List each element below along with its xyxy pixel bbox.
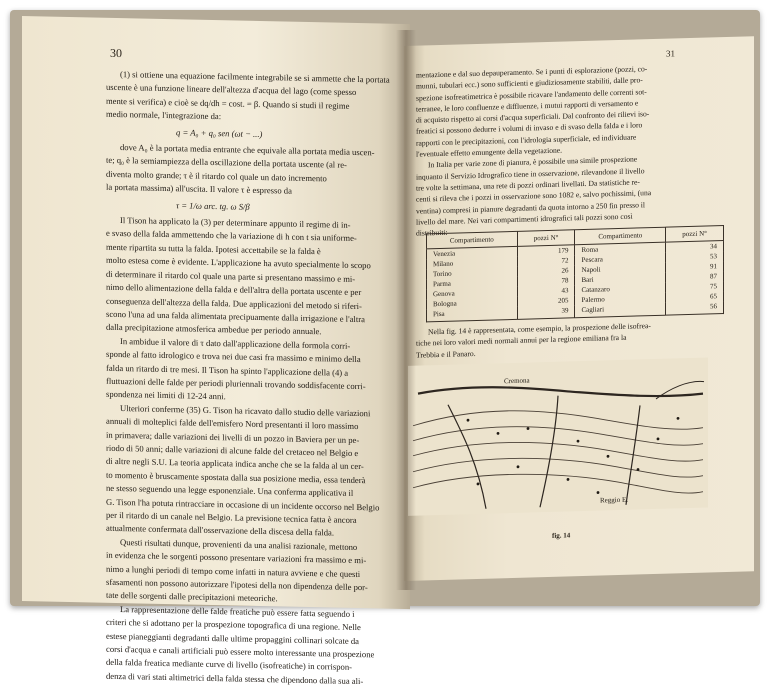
table-cell: 65 [710, 292, 717, 301]
text-line: scono l'una ad una falda alimentata precipuamente dalla irrigazione e l'altra [106, 308, 365, 325]
text-line: to momento è bruscamente spostata dalla sua posizione media, essa tenderà [106, 469, 366, 485]
map-label-cremona: Cremona [504, 376, 530, 386]
text-line: molto estesa come è evidente. L'applicazione ha avuto specialmente lo scopo [106, 255, 371, 271]
table-header-cell: Compartimento [575, 227, 666, 245]
text-line: τ = 1/ω arc. tg. ω S/β [176, 199, 250, 212]
table-cell: Pescara [575, 253, 666, 266]
table-header-cell: pozzi N° [517, 230, 575, 247]
right-page [404, 36, 754, 581]
table-cell: 43 [517, 285, 575, 297]
text-line: G. Tison l'ha potuta rintracciare in occasione di un incidente occorso nel Belgio [106, 496, 380, 513]
text-line: Ulteriori conferme (35) G. Tison ha ricavato dallo studio delle variazioni [120, 402, 371, 419]
map-background [408, 358, 708, 516]
text-line: spondenza nei limiti di 12-24 anni. [106, 389, 226, 402]
text-line: ne stesso seguendo una legge esponenziale. Una conferma applicativa il [106, 482, 354, 499]
text-line: attualmente confermata dall'osservazione della discesa della falda. [106, 523, 334, 538]
table-cell: 87 [710, 272, 717, 281]
text-line: criteri che si adottano per la prospezione topografica di una regione. Nelle [106, 617, 361, 633]
table-cell: Venezia [427, 246, 518, 259]
isophreatic-map-figure [408, 358, 708, 516]
text-line: dalla precipitazione atmosferica ambedue per periodo annuale. [106, 322, 322, 337]
text-line: (1) si ottiene una equazione facilmente integrabile se si ammette che la portata [120, 69, 390, 85]
spine-shadow [396, 30, 416, 590]
text-line: mente ripartita su tutta la falda. Ipotesi accettabile se la falda è [106, 241, 321, 257]
table-header-cell: Compartimento [427, 231, 518, 249]
text-line: della falda freatica mediante curve di livello (isofreatiche) in corrispon- [106, 657, 353, 673]
text-line: In ambidue il valore di τ dato dall'applicazione della formola corri- [120, 335, 351, 351]
left-page-number: 30 [110, 45, 122, 61]
text-line: In Italia per varie zone di pianura, è possibile una simile prospezione [428, 154, 638, 170]
text-line: e svaso della falda ammettendo che la variazione di h con t sia uniforme- [106, 228, 357, 244]
table-cell: Bologna [427, 297, 518, 310]
table-cell: Milano [427, 257, 518, 270]
table-cell: 91 [710, 262, 717, 271]
table-body [427, 241, 724, 322]
table-cell: 205 [517, 295, 575, 307]
text-line: livello del mare. Nei vari compartimenti idrografici tali pozzi sono così [416, 211, 633, 227]
text-line: Nella fig. 14 è rappresentata, come esempio, la prospezione delle isofrea- [428, 321, 651, 337]
text-line: di altre negli S.U. La teoria applicata indica anche che se la falda al un cer- [106, 456, 364, 472]
text-line: distribuiti: [416, 227, 448, 238]
text-line: tate delle sorgenti dalle precipitazioni meteoriche. [106, 590, 278, 604]
text-line: mentazione e dal suo depauperamento. Se i punti di esplorazione (pozzi, co- [416, 64, 648, 80]
text-line: mente si verifica) e cioè se dq/dh = cost. = β. Quando si studi il regime [106, 95, 350, 111]
map-label-reggio: Reggio E. [600, 495, 628, 505]
table-cell: 34 [710, 242, 717, 251]
text-line: tre volte la settimana, una rete di pozzi ordinari livellati. Da statistiche re- [416, 177, 640, 193]
text-line: medio normale, l'integrazione da: [106, 108, 222, 122]
text-line: la portata massima) all'uscita. Il valore τ è espresso da [106, 182, 292, 196]
text-line: nimo dello alimentazione della falda e dell'altra della portata uscente e per [106, 281, 362, 298]
text-line: freatici si possono dedurre i volumi di invaso e di svaso della falda e i loro [416, 120, 643, 137]
table-cell: Pisa [427, 307, 518, 322]
text-line: l'eventuale effetto emungente della vegetazione. [416, 145, 563, 159]
text-line: centi si rileva che i pozzi in osservazione sono 1082 e, salvo pochissimi, (una [416, 188, 652, 204]
text-line: tiche nei loro valori medi normali annui per la regione emiliana fra la [416, 333, 627, 348]
text-line: dove A₀ è la portata media entrante che equivale alla portata media uscen- [120, 142, 375, 158]
text-line: riodo di 50 anni; dalle variazioni di alcune falde del cretaceo nel Belgio e [106, 442, 359, 459]
text-line: sfasamenti non possono autorizzare l'ipotesi della non dipendenza delle por- [106, 576, 368, 593]
table-cell: 56 [710, 302, 717, 311]
text-line: di acquisto rispetto ai corsi d'acqua superficiali. Dal confronto dei rilievi iso- [416, 109, 650, 125]
text-line: falda un ritardo di tre mesi. Il Tison ha spinto l'applicazione della (4) a [106, 362, 349, 378]
table-cell: 78 [517, 275, 575, 287]
table-cell: Napoli [575, 263, 666, 276]
text-line: uscente è una funzione lineare dell'altezza d'acqua del lago (come spesso [106, 82, 357, 98]
table-cell: Torino [427, 267, 518, 280]
text-line: Questi risultati dunque, provenienti da una analisi razionale, mettono [120, 536, 358, 552]
table-cell: 72 [517, 255, 575, 267]
text-line: Trebbia e il Panaro. [416, 348, 476, 360]
text-line: denza di vari stati altimetrici della falda stessa che dipendono dalla sua ali- [106, 670, 364, 687]
text-line: munni, tubulari ecc.) sono sufficienti e giudiziosamente stabiliti, dalle pro- [416, 75, 643, 91]
text-line: La rappresentazione delle falde freatiche può essere fatta seguendo i [120, 603, 355, 619]
left-page [22, 16, 410, 687]
text-line: spezione isofreatimetrica è possibile ricavare l'andamento delle correnti sot- [416, 86, 647, 103]
table-cell: Genova [427, 287, 518, 300]
text-line: in primavera; dalle variazioni dei livelli di un pozzo in Baviera per un pe- [106, 429, 360, 445]
table-cell: Parma [427, 277, 518, 290]
left-page-body [106, 68, 396, 689]
text-line: corsi d'acqua e canali artificiali può essere molto interessante una prospezione [106, 643, 375, 660]
table-cell: Cagliari [575, 303, 666, 318]
table-header-cell: pozzi N° [666, 226, 724, 243]
table-cell: 26 [517, 265, 575, 277]
text-line: sponde al fatto idrologico e trova nei due casi fra massimo e minimo della [106, 348, 361, 365]
table-cell: Palermo [575, 293, 666, 306]
table-cell: Catanzaro [575, 283, 666, 296]
table-cell: 75 [710, 282, 717, 291]
table-cell: 53 [710, 252, 717, 261]
text-line: inquanto il Servizio Idrografico tiene in osservazione, rilevandone il livello [416, 165, 645, 182]
text-line: ventina) compresi in pianure degradanti da quota intorno a 250 fin presso il [416, 199, 646, 216]
text-line: te; q₀ è la semiampiezza della oscillazione della portata uscente (al re- [106, 155, 347, 171]
text-line: Il Tison ha applicato la (3) per determinare appunto il regime di in- [120, 215, 351, 230]
figure-caption: fig. 14 [552, 531, 571, 540]
wells-table [426, 225, 724, 322]
text-line: per il ritardo di un canale nel Belgio. La previsione tecnica fatta è ancora [106, 509, 357, 526]
right-page-number: 31 [666, 48, 675, 59]
table-cell: 39 [517, 305, 575, 319]
text-line: rapporti con le precipitazioni, con l'idrologia superficiale, ed individuare [416, 132, 637, 148]
table-cell: Bari [575, 273, 666, 286]
text-line: di determinare il ritardo col quale una parte si presentano massimo e mi- [106, 268, 356, 284]
text-line: annuali di molteplici falde dell'emisfero Nord presentanti il loro massimo [106, 415, 359, 432]
table-cell: Roma [575, 242, 666, 255]
right-page-body-top [416, 61, 734, 239]
text-line: estese pianeggianti degradanti dalle ultime propaggini collinari solcate da [106, 630, 359, 646]
text-line: nimo a lunghi periodi di tempo come infatti in natura avviene e che questi [106, 563, 361, 579]
table-cell: 179 [517, 245, 575, 257]
text-line: fluttuazioni delle falde per periodi pluriennali trovando soddisfacente corri- [106, 375, 366, 392]
text-line: q = A₀ + q₀ sen (ωt − ...) [176, 126, 263, 139]
text-line: conseguenza dell'altezza della falda. Due applicazioni del metodo si riferi- [106, 295, 362, 311]
right-page-body-after-table [416, 318, 734, 361]
text-line: diventa molto grande; τ è il ritardo col quale un dato incremento [106, 168, 327, 184]
text-line: in evidenza che le sorgenti possono presentare variazioni fra massimo e mi- [106, 549, 367, 566]
text-line: terranee, le loro confluenze e diffluenze, i mutui rapporti di versamento e [416, 98, 639, 114]
